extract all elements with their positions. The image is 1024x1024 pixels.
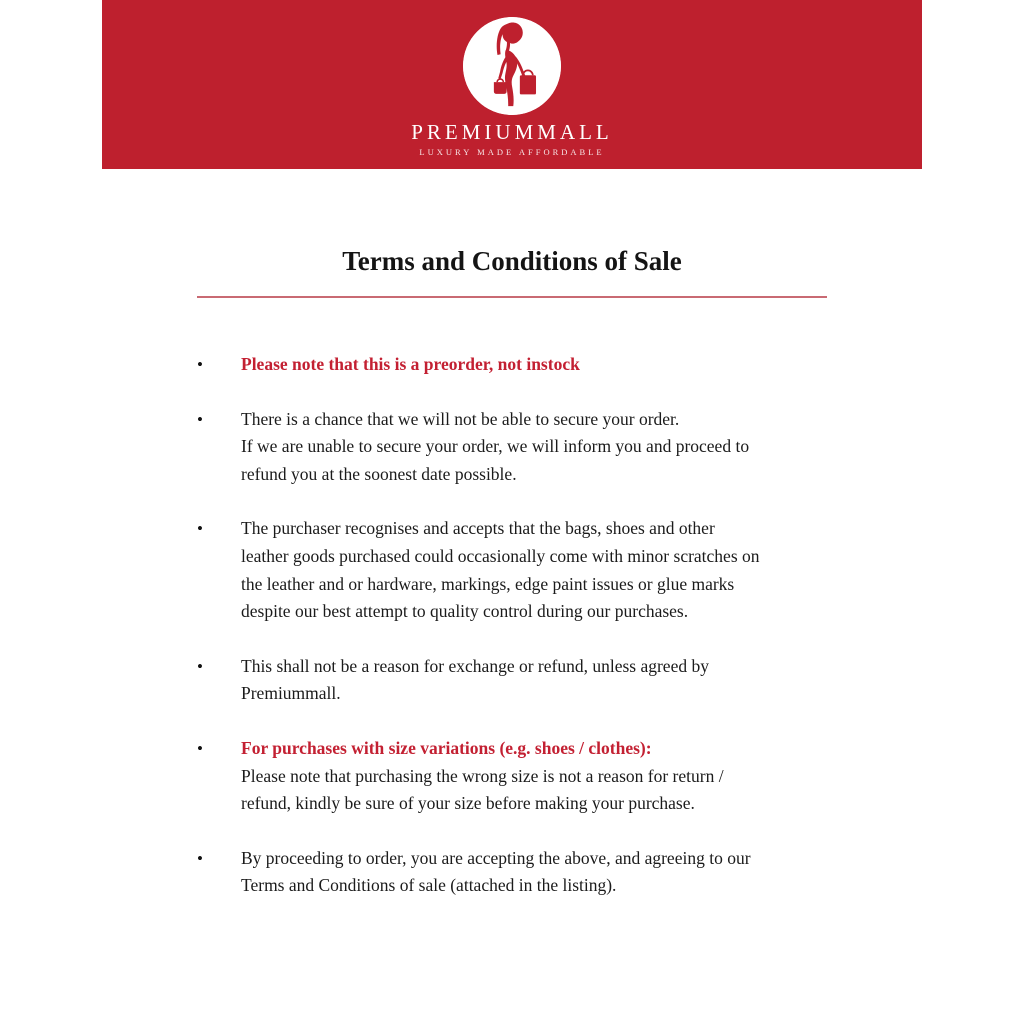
term-item-size-variations bbox=[197, 735, 1024, 818]
title-divider bbox=[197, 296, 827, 298]
page-title: Terms and Conditions of Sale bbox=[342, 246, 682, 276]
term-line: There is a chance that we will not be able to secure your order. bbox=[241, 408, 680, 429]
term-line: Premiummall. bbox=[241, 683, 341, 704]
term-item-no-refund bbox=[197, 653, 1024, 708]
term-line: Please note that purchasing the wrong size is not a reason for return / bbox=[241, 765, 724, 786]
term-line: The purchaser recognises and accepts that the bags, shoes and other bbox=[241, 518, 715, 539]
term-line: By proceeding to order, you are accepting the above, and agreeing to our bbox=[241, 847, 751, 868]
term-line: This shall not be a reason for exchange or refund, unless agreed by bbox=[241, 655, 709, 676]
woman-with-shopping-bags-icon bbox=[463, 17, 561, 115]
bullet-icon: • bbox=[197, 355, 203, 374]
term-line: Please note that this is a preorder, not instock bbox=[241, 354, 580, 374]
term-line: Terms and Conditions of sale (attached in the listing). bbox=[241, 875, 617, 896]
term-line: leather goods purchased could occasionally come with minor scratches on bbox=[241, 545, 760, 566]
term-line: refund you at the soonest date possible. bbox=[241, 463, 517, 484]
brand-name: PREMIUMMALL bbox=[411, 120, 613, 144]
term-line: For purchases with size variations (e.g. shoes / clothes): bbox=[241, 737, 652, 758]
term-item-preorder-notice bbox=[197, 351, 1024, 379]
bullet-icon: • bbox=[197, 848, 203, 868]
term-item-condition-disclaimer bbox=[197, 515, 1024, 625]
brand-header bbox=[102, 0, 922, 169]
term-item-acceptance bbox=[197, 845, 1024, 900]
terms-list bbox=[0, 351, 1024, 900]
term-line: If we are unable to secure your order, we will inform you and proceed to bbox=[241, 436, 750, 457]
bullet-icon: • bbox=[197, 656, 203, 676]
brand-tagline: LUXURY MADE AFFORDABLE bbox=[419, 147, 605, 157]
term-line: refund, kindly be sure of your size before making your purchase. bbox=[241, 793, 695, 814]
term-line: the leather and or hardware, markings, edge paint issues or glue marks bbox=[241, 573, 735, 594]
bullet-icon: • bbox=[197, 519, 203, 539]
term-line: despite our best attempt to quality control during our purchases. bbox=[241, 601, 689, 622]
term-item-secure-order bbox=[197, 406, 1024, 489]
bullet-icon: • bbox=[197, 738, 203, 758]
bullet-icon: • bbox=[197, 409, 203, 429]
brand-logo bbox=[463, 17, 561, 115]
